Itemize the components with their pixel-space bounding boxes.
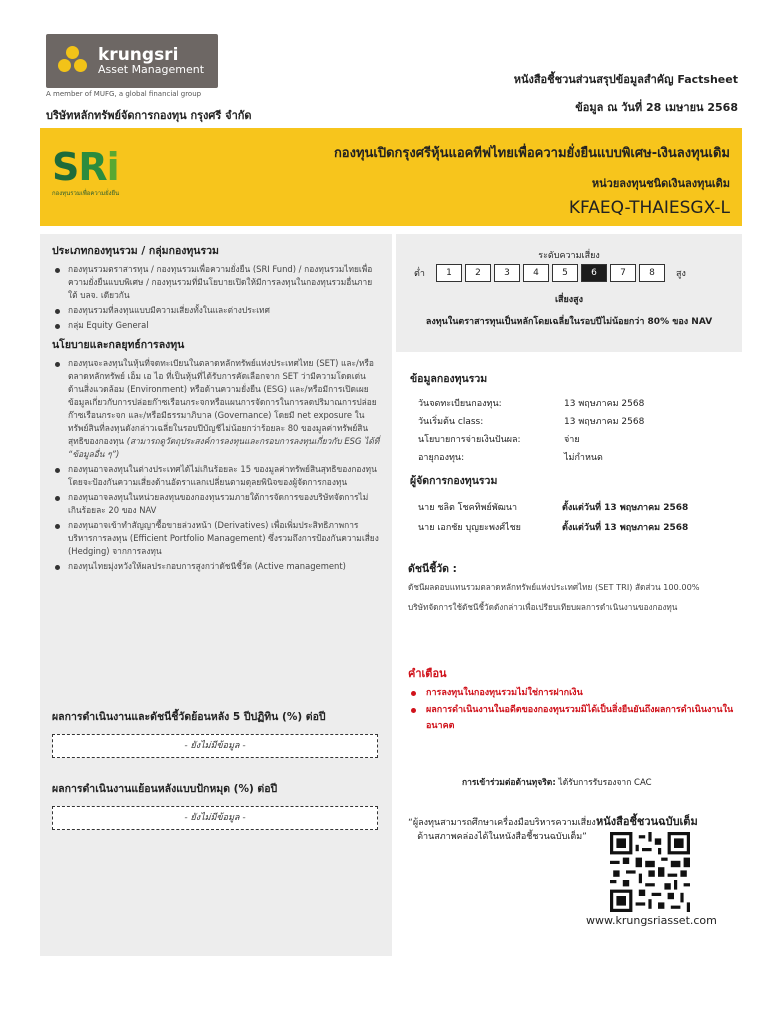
risk-level-label: เสี่ยงสูง: [554, 295, 584, 305]
sri-caption: กองทุนรวมเพื่อความยั่งยืน: [52, 190, 120, 197]
performance-pinned-no-data: - ยังไม่มีข้อมูล -: [52, 806, 378, 830]
fund-info-row: [418, 450, 603, 464]
list-item: กองทุนอาจลงทุนในหน่วยลงทุนของกองทุนรวมภายใต้การจัดการของบริษัทจัดการไม่เกินร้อยละ 20 ของ NAV: [52, 491, 380, 517]
list-item: กองทุนรวมตราสารทุน / กองทุนรวมเพื่อความยั่งยืน (SRI Fund) / กองทุนรวมไทยเพื่อความยั่งยืนแบบพิเศษ / กองทุนรวมที่มีนโยบายเปิดให้มีการลงทุนในกองทุนรวมอื่นภายใต้ บลจ. เดียวกัน: [52, 263, 380, 302]
manager-since: ตั้งแต่วันที่ 13 พฤษภาคม 2568: [562, 503, 689, 513]
risk-level-box: [396, 234, 742, 352]
list-item: กองทุนไทยมุ่งหวังให้ผลประกอบการสูงกว่าดัชนีชี้วัด (Active management): [52, 560, 380, 573]
manager-name: นาย ชลิต โชคทิพย์พัฒนา: [418, 503, 518, 513]
document-title: หนังสือชี้ชวนส่วนสรุปข้อมูลสำคัญ Factsheet: [513, 73, 738, 86]
left-panel: [40, 234, 392, 956]
list-item: [52, 357, 380, 461]
warning-item: ผลการดำเนินงานในอดีตของกองทุนรวมมิได้เป็นสิ่งยืนยันถึงผลการดำเนินงานในอนาคต: [408, 703, 742, 734]
fund-info-key: อายุกองทุน:: [418, 453, 465, 463]
benchmark-text: ดัชนีผลตอบแทนรวมตลาดหลักทรัพย์แห่งประเทศไทย (SET TRI) สัดส่วน 100.00%: [408, 582, 700, 592]
list-item: กองทุนรวมที่ลงทุนแบบมีความเสี่ยงทั้งในและต่างประเทศ: [52, 304, 380, 317]
warning-heading: คำเตือน: [408, 667, 447, 680]
manager-name: นาย เอกชัย บุญยะพงศ์ไชย: [418, 523, 521, 533]
fund-name: กองทุนเปิดกรุงศรีหุ้นแอคทีฟไทยเพื่อความยั่งยืนแบบพิเศษ-เงินลงทุนเดิม: [333, 146, 730, 161]
risk-cell: 2: [465, 264, 491, 282]
fund-info-row: [418, 396, 644, 410]
liquidity-quote: “ผู้ลงทุนสามารถศึกษาเครื่องมือบริหารความเสี่ยงด้านสภาพคล่องได้ในหนังสือชี้ชวนฉบับเต็ม”: [408, 818, 596, 843]
performance-5y-heading: ผลการดำเนินงานและดัชนีชี้วัดย้อนหลัง 5 ปีปฏิทิน (%) ต่อปี: [52, 711, 326, 723]
fund-type-heading: ประเภทกองทุนรวม / กลุ่มกองทุนรวม: [52, 245, 219, 257]
fund-code: KFAEQ-THAIESGX-L: [568, 198, 730, 218]
risk-cell: 7: [610, 264, 636, 282]
policy-item-note: (สามารถดูวัตถุประสงค์การลงทุนและกรอบการลงทุนเกี่ยวกับ ESG ได้ที่ “ข้อมูลอื่น ๆ”): [68, 436, 380, 460]
full-prospectus-heading: หนังสือชี้ชวนฉบับเต็ม: [596, 815, 698, 828]
risk-scale: [414, 264, 698, 282]
benchmark-note: บริษัทจัดการใช้ดัชนีชี้วัดดังกล่าวเพื่อเปรียบเทียบผลการดำเนินงานของกองทุน: [408, 602, 678, 612]
list-item: กลุ่ม Equity General: [52, 319, 380, 332]
policy-list: [52, 357, 380, 573]
benchmark-heading: ดัชนีชี้วัด :: [408, 563, 457, 575]
risk-cell: 4: [523, 264, 549, 282]
cac-value: ได้รับการรับรองจาก CAC: [558, 778, 652, 788]
list-item: กองทุนอาจเข้าทำสัญญาซื้อขายล่วงหน้า (Derivatives) เพื่อเพิ่มประสิทธิภาพการบริหารการลงทุน (Efficient Portfolio Management) ซึ่งรวมถึงการป้องกันความเสี่ยง (Hedging) จากการลงทุน: [52, 519, 380, 558]
fund-info-value: จ่าย: [564, 435, 580, 445]
qr-code-icon[interactable]: [610, 832, 690, 912]
fund-info-value: 13 พฤษภาคม 2568: [564, 417, 645, 427]
risk-high-label: สูง: [676, 269, 686, 279]
krungsri-emblem-icon: [58, 46, 88, 76]
risk-cell: 3: [494, 264, 520, 282]
fund-info-row: [418, 414, 644, 428]
policy-heading: นโยบายและกลยุทธ์การลงทุน: [52, 339, 185, 352]
policy-item-text: กองทุนจะลงทุนในหุ้นที่จดทะเบียนในตลาดหลักทรัพย์แห่งประเทศไทย (SET) และ/หรือ ตลาดหลักทรัพย์ เอ็ม เอ ไอ ที่เป็นหุ้นที่ได้รับการคัดเลือกจาก SET ว่ามีความโดดเด่นด้านสิ่งแวดล้อม (Environment) หรือด้านความยั่งยืน (ESG) และ/หรือมีการเปิดเผยข้อมูลเกี่ยวกับการปล่อยก๊าซเรือนกระจกหรือแผนการจัดการในการลดปริมาณการปล่อยก๊าซเรือนกระจก และ/หรือมีธรรมาภิบาล (Governance) โดยมี net exposure ในทรัพย์สินที่ลงทุนดังกล่าวเฉลี่ยในรอบปีบัญชีไม่น้อยกว่าร้อยละ 80 ของมูลค่าทรัพย์สินสุทธิของกองทุน: [68, 358, 377, 447]
cac-label: การเข้าร่วมต่อต้านทุจริต:: [462, 778, 556, 788]
fund-banner: [40, 128, 742, 226]
risk-title: ระดับความเสี่ยง: [538, 251, 600, 261]
fund-info-key: วันจดทะเบียนกองทุน:: [418, 399, 502, 409]
brand-sub: Asset Management: [98, 63, 205, 77]
warning-list: [408, 686, 742, 736]
sri-logo: SRi กองทุนรวมเพื่อความยั่งยืน: [52, 148, 142, 198]
fund-type-list: [52, 263, 380, 332]
fund-info-key: วันเริ่มต้น class:: [418, 417, 484, 427]
fund-info-value: 13 พฤษภาคม 2568: [564, 399, 645, 409]
performance-5y-no-data: - ยังไม่มีข้อมูล -: [52, 734, 378, 758]
performance-pinned-heading: ผลการดำเนินงานแย้อนหลังแบบปักหมุด (%) ต่อปี: [52, 783, 278, 795]
risk-cell: 5: [552, 264, 578, 282]
mufg-tagline: A member of MUFG, a global financial group: [46, 90, 202, 98]
manager-row: [418, 520, 688, 534]
managers-heading: ผู้จัดการกองทุนรวม: [410, 475, 498, 487]
fund-info-key: นโยบายการจ่ายเงินปันผล:: [418, 435, 521, 445]
list-item: กองทุนอาจลงทุนในต่างประเทศได้ไม่เกินร้อยละ 15 ของมูลค่าทรัพย์สินสุทธิของกองทุน โดยจะป้องกันความเสี่ยงด้านอัตราแลกเปลี่ยนตามดุลยพินิจของผู้จัดการกองทุน: [52, 463, 380, 489]
risk-note: ลงทุนในตราสารทุนเป็นหลักโดยเฉลี่ยในรอบปีไม่น้อยกว่า 80% ของ NAV: [425, 317, 713, 327]
website-link[interactable]: www.krungsriasset.com: [586, 914, 717, 927]
risk-low-label: ต่ำ: [414, 269, 425, 279]
manager-row: [418, 500, 688, 514]
manager-since: ตั้งแต่วันที่ 13 พฤษภาคม 2568: [562, 523, 689, 533]
document-date: ข้อมูล ณ วันที่ 28 เมษายน 2568: [575, 101, 738, 114]
warning-item: การลงทุนในกองทุนรวมไม่ใช่การฝากเงิน: [408, 686, 742, 701]
company-name: บริษัทหลักทรัพย์จัดการกองทุน กรุงศรี จำกัด: [46, 109, 252, 122]
risk-cell: 1: [436, 264, 462, 282]
fund-info-value: ไม่กำหนด: [564, 453, 603, 463]
risk-cell: 6: [581, 264, 607, 282]
cac-line: [462, 775, 652, 789]
krungsri-logo: [46, 34, 218, 88]
risk-cell: 8: [639, 264, 665, 282]
fund-info-heading: ข้อมูลกองทุนรวม: [410, 373, 488, 385]
fund-info-row: [418, 432, 580, 446]
brand-name: krungsri: [98, 44, 179, 65]
unit-type: หน่วยลงทุนชนิดเงินลงทุนเดิม: [591, 177, 730, 190]
